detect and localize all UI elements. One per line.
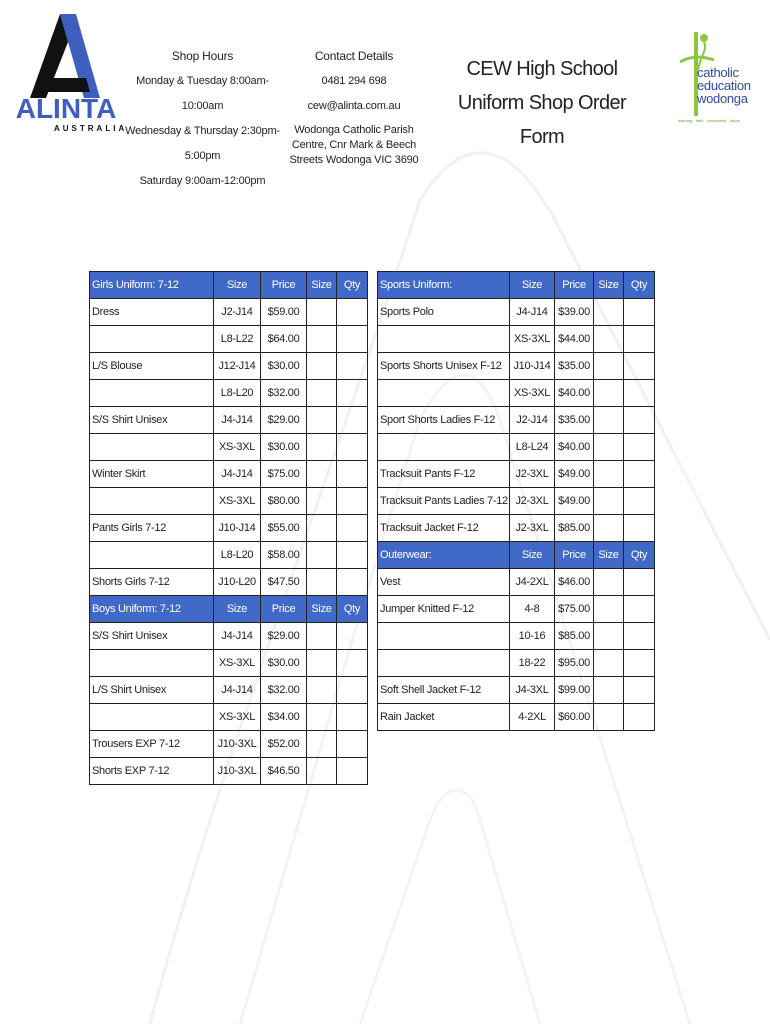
shop-hours-line: Saturday 9:00am-12:00pm [139, 175, 266, 187]
sports-uniform-header [378, 272, 655, 299]
alinta-logo [16, 12, 116, 137]
size-input[interactable] [594, 461, 624, 488]
item-name: Winter Skirt [90, 461, 214, 488]
size-select-header: Size [307, 272, 337, 299]
item-size: J4-J14 [214, 677, 261, 704]
size-input[interactable] [307, 677, 337, 704]
item-name [378, 380, 510, 407]
qty-input[interactable] [624, 677, 655, 704]
item-price: $85.00 [555, 515, 594, 542]
qty-input[interactable] [337, 758, 368, 785]
size-header: Size [510, 272, 555, 299]
item-price: $44.00 [555, 326, 594, 353]
size-input[interactable] [307, 623, 337, 650]
size-input[interactable] [594, 704, 624, 731]
table-row [90, 488, 368, 515]
item-size: J2-J14 [214, 299, 261, 326]
item-name [90, 434, 214, 461]
size-input[interactable] [594, 380, 624, 407]
size-input[interactable] [594, 677, 624, 704]
item-price: $99.00 [555, 677, 594, 704]
size-input[interactable] [307, 353, 337, 380]
item-price: $55.00 [261, 515, 307, 542]
logo-country: AUSTRALIA [54, 124, 128, 133]
table-row [378, 488, 655, 515]
item-price: $34.00 [261, 704, 307, 731]
item-price: $32.00 [261, 380, 307, 407]
size-select-header: Size [307, 596, 337, 623]
size-input[interactable] [594, 596, 624, 623]
size-header: Size [214, 596, 261, 623]
size-input[interactable] [594, 488, 624, 515]
item-size: J10-L20 [214, 569, 261, 596]
item-size: J4-J14 [510, 299, 555, 326]
qty-header: Qty [337, 596, 368, 623]
table-row [378, 380, 655, 407]
item-price: $46.00 [555, 569, 594, 596]
qty-input[interactable] [337, 650, 368, 677]
qty-input[interactable] [337, 380, 368, 407]
size-input[interactable] [307, 434, 337, 461]
table-row [90, 326, 368, 353]
shop-hours-line: Wednesday & Thursday 2:30pm-5:00pm [125, 125, 280, 162]
qty-input[interactable] [624, 488, 655, 515]
item-price: $75.00 [555, 596, 594, 623]
qty-input[interactable] [337, 353, 368, 380]
logo-wordmark: ALINTA [16, 93, 116, 124]
table-row [378, 326, 655, 353]
item-price: $30.00 [261, 650, 307, 677]
boys-uniform-header [90, 596, 368, 623]
item-name: Rain Jacket [378, 704, 510, 731]
cew-logo-tagline: learning · faith · community · future [678, 118, 741, 123]
price-header: Price [555, 542, 594, 569]
item-size: J10-J14 [510, 353, 555, 380]
size-input[interactable] [594, 623, 624, 650]
qty-input[interactable] [624, 704, 655, 731]
item-name: S/S Shirt Unisex [90, 623, 214, 650]
contact-phone: 0481 294 698 [321, 75, 387, 87]
item-name: Dress [90, 299, 214, 326]
table-row [90, 434, 368, 461]
qty-input[interactable] [337, 488, 368, 515]
item-price: $40.00 [555, 434, 594, 461]
price-header: Price [555, 272, 594, 299]
item-price: $30.00 [261, 353, 307, 380]
table-row [90, 758, 368, 785]
size-input[interactable] [594, 326, 624, 353]
table-row [90, 353, 368, 380]
size-input[interactable] [307, 380, 337, 407]
item-price: $58.00 [261, 542, 307, 569]
qty-input[interactable] [624, 434, 655, 461]
size-header: Size [214, 272, 261, 299]
section-label: Girls Uniform: 7-12 [90, 272, 214, 299]
item-size: J2-3XL [510, 515, 555, 542]
item-size: J4-J14 [214, 461, 261, 488]
table-row [90, 677, 368, 704]
item-name [90, 650, 214, 677]
cew-logo-line: catholic [697, 65, 739, 80]
size-input[interactable] [594, 569, 624, 596]
table-row [378, 623, 655, 650]
table-row [90, 569, 368, 596]
item-size: J4-2XL [510, 569, 555, 596]
qty-header: Qty [337, 272, 368, 299]
item-name: Tracksuit Jacket F-12 [378, 515, 510, 542]
qty-input[interactable] [337, 326, 368, 353]
size-input[interactable] [307, 407, 337, 434]
item-size: J10-3XL [214, 731, 261, 758]
item-name: Soft Shell Jacket F-12 [378, 677, 510, 704]
item-name [378, 326, 510, 353]
item-price: $85.00 [555, 623, 594, 650]
item-size: L8-L24 [510, 434, 555, 461]
qty-input[interactable] [337, 569, 368, 596]
item-price: $29.00 [261, 407, 307, 434]
item-size: J4-J14 [214, 407, 261, 434]
item-size: 10-16 [510, 623, 555, 650]
section-label: Sports Uniform: [378, 272, 510, 299]
table-row [378, 407, 655, 434]
title-line-1: CEW High School [466, 58, 618, 80]
item-price: $40.00 [555, 380, 594, 407]
item-size: 4-2XL [510, 704, 555, 731]
item-price: $80.00 [261, 488, 307, 515]
item-name: Vest [378, 569, 510, 596]
price-header: Price [261, 596, 307, 623]
item-size: L8-L20 [214, 542, 261, 569]
size-select-header: Size [594, 542, 624, 569]
item-name [90, 704, 214, 731]
item-name: Trousers EXP 7-12 [90, 731, 214, 758]
size-input[interactable] [307, 299, 337, 326]
item-price: $49.00 [555, 461, 594, 488]
cew-logo-line: wodonga [697, 91, 748, 106]
item-name: S/S Shirt Unisex [90, 407, 214, 434]
item-size: J2-3XL [510, 461, 555, 488]
item-price: $59.00 [261, 299, 307, 326]
page-title [442, 52, 642, 154]
shop-hours-heading: Shop Hours [171, 49, 234, 63]
item-price: $30.00 [261, 434, 307, 461]
item-size: L8-L20 [214, 380, 261, 407]
item-size: XS-3XL [214, 488, 261, 515]
qty-input[interactable] [624, 569, 655, 596]
table-row [378, 461, 655, 488]
item-price: $35.00 [555, 353, 594, 380]
item-price: $35.00 [555, 407, 594, 434]
table-row [90, 461, 368, 488]
item-name: Pants Girls 7-12 [90, 515, 214, 542]
qty-input[interactable] [337, 299, 368, 326]
item-name [90, 326, 214, 353]
item-name [90, 542, 214, 569]
table-row [378, 677, 655, 704]
item-size: XS-3XL [214, 650, 261, 677]
size-input[interactable] [307, 461, 337, 488]
cew-logo-line: education [697, 78, 751, 93]
qty-input[interactable] [624, 515, 655, 542]
item-size: J2-J14 [510, 407, 555, 434]
item-price: $60.00 [555, 704, 594, 731]
item-name: Tracksuit Pants F-12 [378, 461, 510, 488]
table-row [378, 299, 655, 326]
qty-input[interactable] [337, 434, 368, 461]
table-row [90, 542, 368, 569]
item-price: $39.00 [555, 299, 594, 326]
item-size: 4-8 [510, 596, 555, 623]
size-input[interactable] [594, 434, 624, 461]
qty-input[interactable] [337, 704, 368, 731]
qty-input[interactable] [624, 326, 655, 353]
table-row [378, 650, 655, 677]
table-row [90, 299, 368, 326]
item-size: XS-3XL [214, 704, 261, 731]
item-price: $29.00 [261, 623, 307, 650]
qty-input[interactable] [337, 623, 368, 650]
qty-header: Qty [624, 272, 655, 299]
qty-input[interactable] [624, 650, 655, 677]
item-size: J2-3XL [510, 488, 555, 515]
section-label: Outerwear: [378, 542, 510, 569]
girls-boys-uniform-table [89, 271, 368, 785]
contact-details [282, 44, 426, 168]
item-name [378, 623, 510, 650]
item-name: L/S Blouse [90, 353, 214, 380]
item-size: XS-3XL [510, 380, 555, 407]
item-name: Tracksuit Pants Ladies 7-12 [378, 488, 510, 515]
size-input[interactable] [594, 650, 624, 677]
table-row [90, 650, 368, 677]
item-price: $95.00 [555, 650, 594, 677]
contact-address: Wodonga Catholic Parish Centre, Cnr Mark & Beech Streets Wodonga VIC 3690 [289, 124, 419, 166]
item-price: $32.00 [261, 677, 307, 704]
item-name [378, 434, 510, 461]
size-input[interactable] [307, 542, 337, 569]
price-header: Price [261, 272, 307, 299]
item-size: 18-22 [510, 650, 555, 677]
item-name: Sport Shorts Ladies F-12 [378, 407, 510, 434]
size-input[interactable] [594, 515, 624, 542]
item-name: Sports Shorts Unisex F-12 [378, 353, 510, 380]
item-name: Shorts Girls 7-12 [90, 569, 214, 596]
item-size: XS-3XL [510, 326, 555, 353]
qty-input[interactable] [624, 380, 655, 407]
qty-input[interactable] [337, 731, 368, 758]
item-size: J10-J14 [214, 515, 261, 542]
size-input[interactable] [307, 326, 337, 353]
table-row [90, 380, 368, 407]
table-row [378, 596, 655, 623]
size-header: Size [510, 542, 555, 569]
item-size: L8-L22 [214, 326, 261, 353]
title-line-2: Uniform Shop Order Form [457, 92, 627, 148]
outerwear-header [378, 542, 655, 569]
size-input[interactable] [307, 650, 337, 677]
shop-hours-line: Monday & Tuesday 8:00am-10:00am [136, 75, 269, 112]
shop-hours [120, 44, 285, 194]
size-input[interactable] [594, 299, 624, 326]
qty-input[interactable] [624, 407, 655, 434]
size-input[interactable] [307, 515, 337, 542]
size-input[interactable] [307, 704, 337, 731]
item-name [378, 650, 510, 677]
size-input[interactable] [307, 569, 337, 596]
section-label: Boys Uniform: 7-12 [90, 596, 214, 623]
item-name [90, 380, 214, 407]
item-name: L/S Shirt Unisex [90, 677, 214, 704]
item-size: J4-3XL [510, 677, 555, 704]
item-price: $49.00 [555, 488, 594, 515]
contact-heading: Contact Details [314, 49, 394, 63]
qty-input[interactable] [624, 623, 655, 650]
qty-header: Qty [624, 542, 655, 569]
size-input[interactable] [307, 758, 337, 785]
item-size: J12-J14 [214, 353, 261, 380]
qty-input[interactable] [624, 353, 655, 380]
size-select-header: Size [594, 272, 624, 299]
table-row [90, 704, 368, 731]
table-row [90, 515, 368, 542]
table-row [378, 704, 655, 731]
qty-input[interactable] [624, 596, 655, 623]
table-row [90, 623, 368, 650]
qty-input[interactable] [624, 461, 655, 488]
size-input[interactable] [594, 353, 624, 380]
item-size: J4-J14 [214, 623, 261, 650]
item-size: XS-3XL [214, 434, 261, 461]
cew-logo-text [697, 66, 751, 105]
item-price: $75.00 [261, 461, 307, 488]
item-size: J10-3XL [214, 758, 261, 785]
item-price: $46.50 [261, 758, 307, 785]
item-name: Jumper Knitted F-12 [378, 596, 510, 623]
table-row [378, 353, 655, 380]
item-name [90, 488, 214, 515]
table-row [90, 407, 368, 434]
qty-input[interactable] [337, 461, 368, 488]
size-input[interactable] [594, 407, 624, 434]
item-name: Shorts EXP 7-12 [90, 758, 214, 785]
item-price: $52.00 [261, 731, 307, 758]
table-row [378, 569, 655, 596]
contact-email: cew@alinta.com.au [307, 100, 401, 112]
table-row [378, 515, 655, 542]
size-input[interactable] [307, 488, 337, 515]
qty-input[interactable] [337, 677, 368, 704]
item-name: Sports Polo [378, 299, 510, 326]
girls-uniform-header [90, 272, 368, 299]
qty-input[interactable] [337, 407, 368, 434]
size-input[interactable] [307, 731, 337, 758]
table-row [90, 731, 368, 758]
sports-outerwear-table [377, 271, 655, 731]
qty-input[interactable] [337, 515, 368, 542]
qty-input[interactable] [624, 299, 655, 326]
item-price: $47.50 [261, 569, 307, 596]
table-row [378, 434, 655, 461]
qty-input[interactable] [337, 542, 368, 569]
item-price: $64.00 [261, 326, 307, 353]
